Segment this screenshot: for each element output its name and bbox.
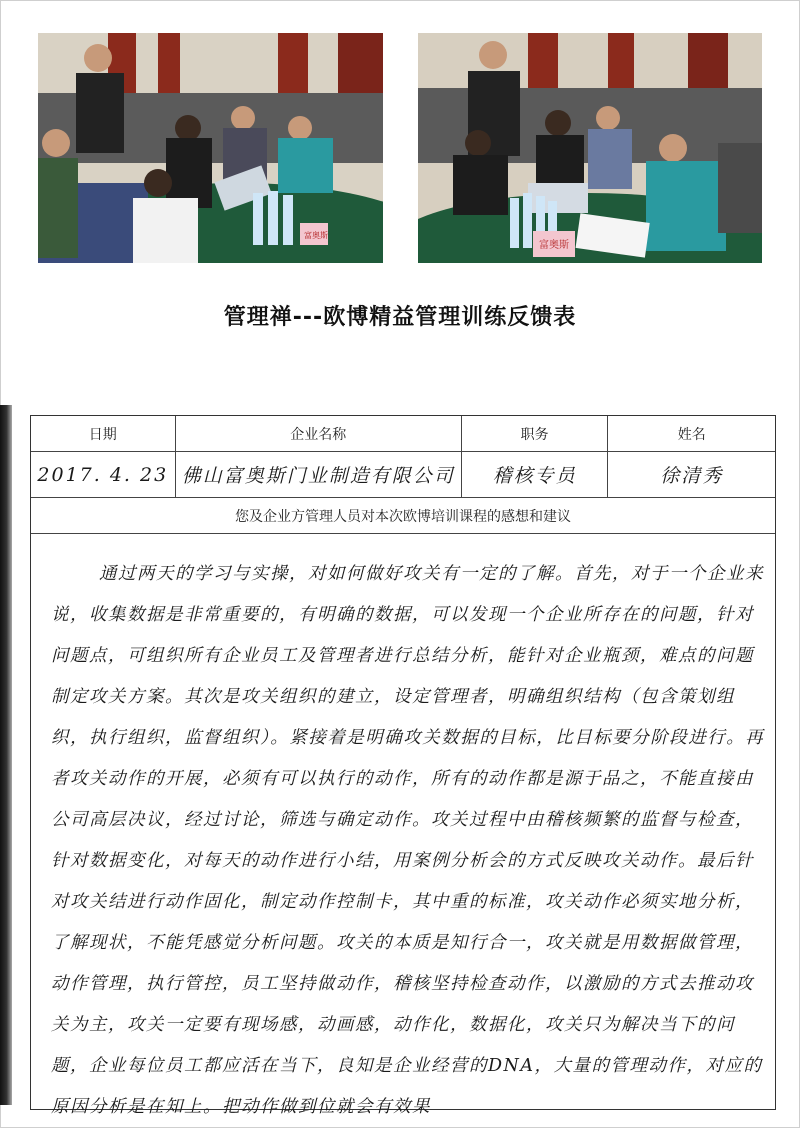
value-name: 徐清秀: [608, 452, 775, 498]
training-photo-right-image: [418, 33, 762, 263]
form-value-row: [31, 452, 775, 498]
scan-edge-shadow: [0, 405, 12, 1105]
header-name: 姓名: [608, 416, 775, 452]
value-date: 2017. 4. 23: [31, 452, 176, 498]
training-photo-left-image: [38, 33, 383, 263]
header-company: 企业名称: [176, 416, 462, 452]
value-company: 佛山富奥斯门业制造有限公司: [176, 452, 462, 498]
form-header-row: [31, 416, 775, 452]
training-photo-right: [418, 33, 762, 263]
feedback-prompt: 您及企业方管理人员对本次欧博培训课程的感想和建议: [31, 498, 775, 534]
feedback-form: [30, 415, 776, 1117]
training-photo-left: [38, 33, 383, 263]
handwritten-feedback: 通过两天的学习与实操，对如何做好攻关有一定的了解。首先，对于一个企业来说，收集数据是非常重要的，有明确的数据，可以发现一个企业所存在的问题，针对问题点，可组织所有企业员工及管理者进行总结分析，能针对企业瓶颈，难点的问题制定攻关方案。其次是攻关组织的建立，设定管理者，明确组织结构（包含策划组织，执行组织，监督组织）。紧接着是明确攻关数据的目标，比目标要分阶段进行。再者攻关动作的开展，必须有可以执行的动作，所有的动作都是源于品之，不能直接由公司高层决议，经过讨论，筛选与确定动作。攻关过程中由稽核频繁的监督与检查，针对数据变化，对每天的动作进行小结，用案例分析会的方式反映攻关动作。最后针对攻关结进行动作固化，制定动作控制卡，其中重的标准，攻关动作必须实地分析，了解现状，不能凭感觉分析问题。攻关的本质是知行合一，攻关就是用数据做管理，动作管理，执行管控，员工坚持做动作，稽核坚持检查动作，以激励的方式去推动攻关为主，攻关一定要有现场感，动画感，动作化，数据化，攻关只为解决当下的问题，企业每位员工都应活在当下，良知是企业经营的DNA，大量的管理动作，对应的原因分析是在知上。把动作做到位就会有效果: [51, 564, 765, 1117]
name-card-label-left: 富奥斯: [304, 231, 328, 240]
header-date: 日期: [31, 416, 176, 452]
name-card-label-right: 富奥斯: [539, 240, 569, 251]
page-title: 管理禅---欧博精益管理训练反馈表: [223, 305, 577, 330]
header-position: 职务: [462, 416, 609, 452]
value-position: 稽核专员: [462, 452, 609, 498]
